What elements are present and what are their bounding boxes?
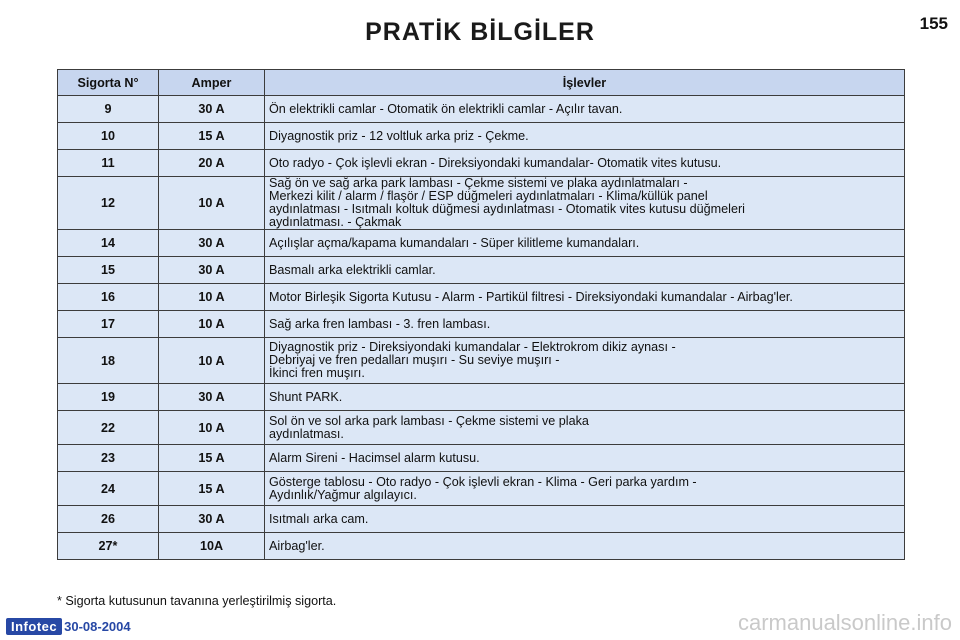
function-cell: Airbag'ler. bbox=[265, 533, 905, 560]
ampere-cell: 10 A bbox=[159, 411, 265, 445]
function-cell: Diyagnostik priz - Direksiyondaki kumandalar - Elektrokrom dikiz aynası - Debriyaj ve fren pedalları muşırı - Su seviye muşırı - İkinci fren muşırı. bbox=[265, 338, 905, 384]
table-row bbox=[58, 472, 905, 506]
table-row bbox=[58, 150, 905, 177]
function-cell: Sağ arka fren lambası - 3. fren lambası. bbox=[265, 311, 905, 338]
table-row bbox=[58, 284, 905, 311]
function-cell: Oto radyo - Çok işlevli ekran - Direksiyondaki kumandalar- Otomatik vites kutusu. bbox=[265, 150, 905, 177]
ampere-cell: 30 A bbox=[159, 230, 265, 257]
fuse-number-cell: 9 bbox=[58, 96, 159, 123]
fuse-number-cell: 27* bbox=[58, 533, 159, 560]
fuse-number-cell: 14 bbox=[58, 230, 159, 257]
fuse-number-cell: 22 bbox=[58, 411, 159, 445]
watermark: carmanualsonline.info bbox=[737, 610, 952, 635]
function-cell: Alarm Sireni - Hacimsel alarm kutusu. bbox=[265, 445, 905, 472]
infotec-logo: Infotec bbox=[6, 618, 62, 635]
fuse-number-cell: 10 bbox=[58, 123, 159, 150]
ampere-cell: 30 A bbox=[159, 96, 265, 123]
function-cell: Motor Birleşik Sigorta Kutusu - Alarm - Partikül filtresi - Direksiyondaki kumandalar - Airbag'ler. bbox=[265, 284, 905, 311]
ampere-cell: 30 A bbox=[159, 384, 265, 411]
fuse-number-cell: 26 bbox=[58, 506, 159, 533]
table-row bbox=[58, 177, 905, 230]
function-cell: Isıtmalı arka cam. bbox=[265, 506, 905, 533]
table-row bbox=[58, 96, 905, 123]
function-cell: Ön elektrikli camlar - Otomatik ön elektrikli camlar - Açılır tavan. bbox=[265, 96, 905, 123]
table-row bbox=[58, 230, 905, 257]
fuse-number-cell: 19 bbox=[58, 384, 159, 411]
function-cell: Sol ön ve sol arka park lambası - Çekme sistemi ve plaka aydınlatması. bbox=[265, 411, 905, 445]
table-row bbox=[58, 123, 905, 150]
ampere-cell: 15 A bbox=[159, 123, 265, 150]
fuse-number-cell: 16 bbox=[58, 284, 159, 311]
footnote: * Sigorta kutusunun tavanına yerleştirilmiş sigorta. bbox=[57, 594, 337, 608]
fuse-number-cell: 23 bbox=[58, 445, 159, 472]
ampere-cell: 30 A bbox=[159, 506, 265, 533]
table-row bbox=[58, 257, 905, 284]
function-cell: Açılışlar açma/kapama kumandaları - Süper kilitleme kumandaları. bbox=[265, 230, 905, 257]
fuse-table bbox=[57, 69, 905, 560]
column-header-ampere: Amper bbox=[159, 70, 265, 96]
table-row bbox=[58, 445, 905, 472]
ampere-cell: 20 A bbox=[159, 150, 265, 177]
function-cell: Diyagnostik priz - 12 voltluk arka priz - Çekme. bbox=[265, 123, 905, 150]
table-row bbox=[58, 506, 905, 533]
ampere-cell: 15 A bbox=[159, 445, 265, 472]
fuse-number-cell: 11 bbox=[58, 150, 159, 177]
fuse-number-cell: 17 bbox=[58, 311, 159, 338]
fuse-number-cell: 15 bbox=[58, 257, 159, 284]
page-number: 155 bbox=[919, 14, 948, 33]
table-row bbox=[58, 311, 905, 338]
table-row bbox=[58, 411, 905, 445]
column-header-fuse-number: Sigorta N° bbox=[58, 70, 159, 96]
ampere-cell: 10 A bbox=[159, 177, 265, 230]
ampere-cell: 10A bbox=[159, 533, 265, 560]
table-row bbox=[58, 338, 905, 384]
function-cell: Shunt PARK. bbox=[265, 384, 905, 411]
fuse-table-body bbox=[58, 96, 905, 560]
function-cell: Basmalı arka elektrikli camlar. bbox=[265, 257, 905, 284]
ampere-cell: 15 A bbox=[159, 472, 265, 506]
function-cell: Sağ ön ve sağ arka park lambası - Çekme sistemi ve plaka aydınlatmaları - Merkezi kilit / alarm / flaşör / ESP düğmeleri aydınlatmaları - Klima/küllük panel aydınlatması - Isıtmalı koltuk düğmesi aydınlatması - Otomatik vites kutusu düğmeleri aydınlatması. - Çakmak bbox=[265, 177, 905, 230]
table-row bbox=[58, 384, 905, 411]
fuse-number-cell: 12 bbox=[58, 177, 159, 230]
ampere-cell: 10 A bbox=[159, 284, 265, 311]
function-cell: Gösterge tablosu - Oto radyo - Çok işlevli ekran - Klima - Geri parka yardım - Aydınlık/Yağmur algılayıcı. bbox=[265, 472, 905, 506]
table-row bbox=[58, 533, 905, 560]
ampere-cell: 30 A bbox=[159, 257, 265, 284]
column-header-functions: İşlevler bbox=[265, 70, 905, 96]
ampere-cell: 10 A bbox=[159, 338, 265, 384]
footer bbox=[6, 618, 131, 635]
fuse-number-cell: 18 bbox=[58, 338, 159, 384]
print-date: 30-08-2004 bbox=[64, 619, 131, 634]
fuse-number-cell: 24 bbox=[58, 472, 159, 506]
ampere-cell: 10 A bbox=[159, 311, 265, 338]
table-header-row bbox=[58, 70, 905, 96]
page-title: PRATİK BİLGİLER bbox=[365, 18, 595, 46]
